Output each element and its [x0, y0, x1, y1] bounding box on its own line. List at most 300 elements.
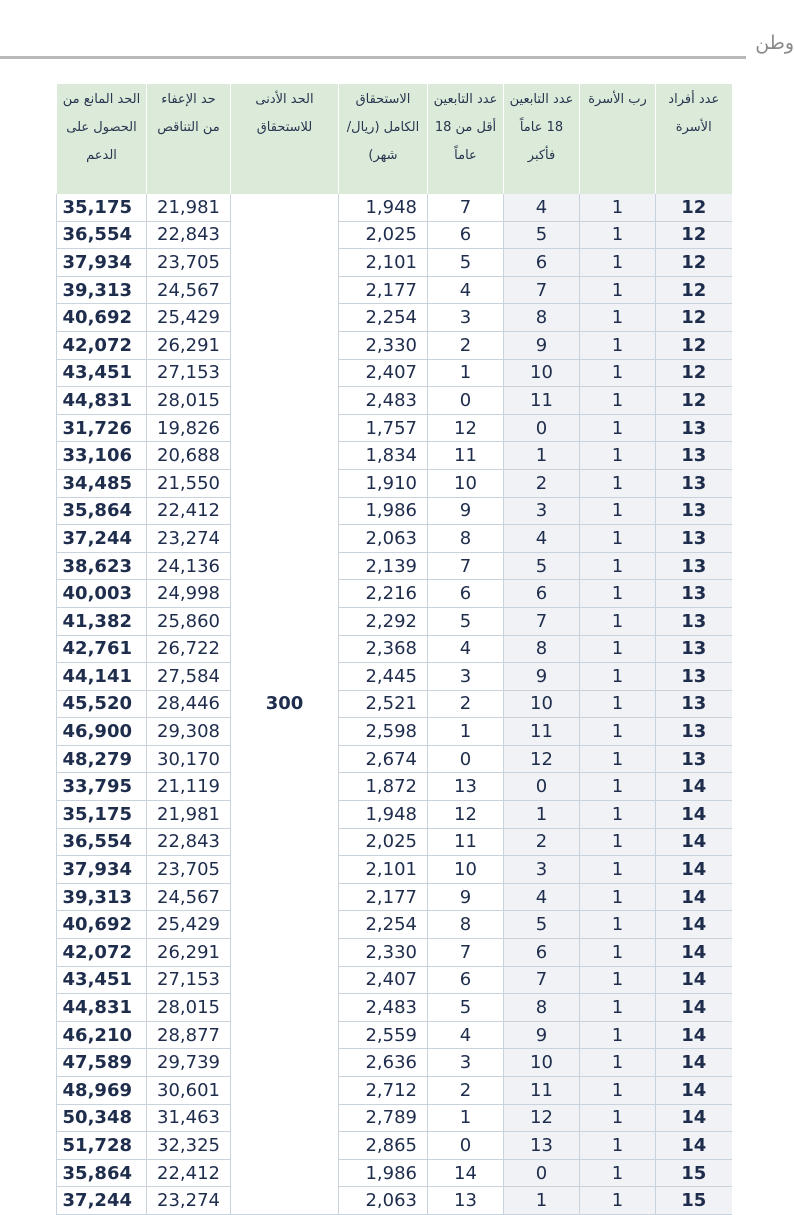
cell-exemption-limit: 22,412 — [147, 497, 231, 525]
table-row — [57, 1049, 732, 1077]
cell-household-head: 1 — [580, 966, 656, 994]
cell-barrier-limit: 36,554 — [57, 221, 147, 249]
cell-barrier-limit: 37,934 — [57, 249, 147, 277]
cell-exemption-limit: 27,153 — [147, 966, 231, 994]
cell-barrier-limit: 44,831 — [57, 994, 147, 1022]
table-row — [57, 359, 732, 387]
table-row — [57, 994, 732, 1022]
table-row — [57, 249, 732, 277]
cell-dependents-18-plus: 1 — [504, 442, 580, 470]
cell-barrier-limit: 42,072 — [57, 939, 147, 967]
cell-dependents-18-plus: 5 — [504, 221, 580, 249]
cell-family-members: 14 — [656, 966, 732, 994]
cell-family-members: 14 — [656, 1104, 732, 1132]
header-barrier-limit: الحد المانع من الحصول على الدعم — [57, 84, 147, 194]
cell-full-entitlement: 2,254 — [339, 911, 428, 939]
cell-exemption-limit: 28,015 — [147, 994, 231, 1022]
cell-full-entitlement: 1,872 — [339, 773, 428, 801]
cell-exemption-limit: 26,291 — [147, 939, 231, 967]
cell-family-members: 13 — [656, 525, 732, 553]
table-row — [57, 1021, 732, 1049]
cell-dependents-under-18: 5 — [428, 607, 504, 635]
cell-family-members: 14 — [656, 911, 732, 939]
cell-exemption-limit: 21,981 — [147, 801, 231, 829]
table-row — [57, 635, 732, 663]
cell-family-members: 13 — [656, 442, 732, 470]
table-row — [57, 690, 732, 718]
cell-exemption-limit: 23,705 — [147, 249, 231, 277]
cell-dependents-18-plus: 7 — [504, 276, 580, 304]
cell-dependents-18-plus: 8 — [504, 994, 580, 1022]
cell-dependents-under-18: 11 — [428, 442, 504, 470]
table-row — [57, 1077, 732, 1105]
cell-dependents-18-plus: 12 — [504, 1104, 580, 1132]
cell-exemption-limit: 25,429 — [147, 304, 231, 332]
cell-exemption-limit: 27,584 — [147, 663, 231, 691]
header-dependents-under-18: عدد التابعين أقل من 18 عاماً — [428, 84, 504, 194]
cell-exemption-limit: 25,429 — [147, 911, 231, 939]
header-full-entitlement: الاستحقاق الكامل (ريال/شهر) — [339, 84, 428, 194]
table-row — [57, 525, 732, 553]
cell-household-head: 1 — [580, 249, 656, 277]
cell-household-head: 1 — [580, 525, 656, 553]
cell-dependents-18-plus: 1 — [504, 1187, 580, 1215]
cell-exemption-limit: 30,170 — [147, 745, 231, 773]
cell-exemption-limit: 24,136 — [147, 552, 231, 580]
cell-full-entitlement: 2,712 — [339, 1077, 428, 1105]
cell-family-members: 14 — [656, 1049, 732, 1077]
cell-full-entitlement: 1,834 — [339, 442, 428, 470]
cell-dependents-under-18: 1 — [428, 718, 504, 746]
cell-dependents-18-plus: 5 — [504, 911, 580, 939]
cell-dependents-under-18: 7 — [428, 552, 504, 580]
cell-barrier-limit: 50,348 — [57, 1104, 147, 1132]
cell-dependents-under-18: 4 — [428, 635, 504, 663]
cell-full-entitlement: 2,636 — [339, 1049, 428, 1077]
table-body — [57, 194, 732, 1214]
header-dependents-18-plus: عدد التابعين 18 عاماً فأكبر — [504, 84, 580, 194]
cell-household-head: 1 — [580, 580, 656, 608]
cell-barrier-limit: 31,726 — [57, 414, 147, 442]
cell-exemption-limit: 23,274 — [147, 525, 231, 553]
cell-barrier-limit: 35,175 — [57, 194, 147, 221]
cell-full-entitlement: 2,674 — [339, 745, 428, 773]
cell-exemption-limit: 29,739 — [147, 1049, 231, 1077]
cell-family-members: 12 — [656, 304, 732, 332]
cell-household-head: 1 — [580, 718, 656, 746]
support-table — [56, 84, 732, 1215]
cell-barrier-limit: 36,554 — [57, 828, 147, 856]
cell-family-members: 15 — [656, 1187, 732, 1215]
cell-full-entitlement: 1,948 — [339, 194, 428, 221]
cell-dependents-18-plus: 0 — [504, 773, 580, 801]
cell-full-entitlement: 2,177 — [339, 276, 428, 304]
cell-exemption-limit: 25,860 — [147, 607, 231, 635]
cell-household-head: 1 — [580, 1021, 656, 1049]
cell-household-head: 1 — [580, 828, 656, 856]
cell-household-head: 1 — [580, 1077, 656, 1105]
table-row — [57, 580, 732, 608]
cell-dependents-18-plus: 6 — [504, 580, 580, 608]
cell-dependents-under-18: 4 — [428, 276, 504, 304]
cell-household-head: 1 — [580, 276, 656, 304]
cell-family-members: 12 — [656, 249, 732, 277]
cell-dependents-under-18: 2 — [428, 1077, 504, 1105]
page-header-word: وطن — [755, 32, 794, 54]
cell-exemption-limit: 21,119 — [147, 773, 231, 801]
cell-barrier-limit: 51,728 — [57, 1132, 147, 1160]
table-row — [57, 773, 732, 801]
cell-family-members: 14 — [656, 994, 732, 1022]
cell-family-members: 14 — [656, 773, 732, 801]
cell-full-entitlement: 1,757 — [339, 414, 428, 442]
header-exemption-limit: حد الإعفاء من التناقص — [147, 84, 231, 194]
cell-family-members: 13 — [656, 552, 732, 580]
cell-barrier-limit: 40,692 — [57, 911, 147, 939]
cell-exemption-limit: 23,705 — [147, 856, 231, 884]
cell-dependents-18-plus: 11 — [504, 718, 580, 746]
table-row — [57, 745, 732, 773]
cell-dependents-18-plus: 12 — [504, 745, 580, 773]
table-row — [57, 1104, 732, 1132]
header-family-members: عدد أفراد الأسرة — [656, 84, 732, 194]
cell-family-members: 12 — [656, 359, 732, 387]
cell-exemption-limit: 28,446 — [147, 690, 231, 718]
cell-dependents-18-plus: 1 — [504, 801, 580, 829]
cell-dependents-under-18: 0 — [428, 1132, 504, 1160]
cell-family-members: 13 — [656, 663, 732, 691]
cell-dependents-under-18: 3 — [428, 304, 504, 332]
cell-full-entitlement: 2,789 — [339, 1104, 428, 1132]
cell-family-members: 14 — [656, 1077, 732, 1105]
cell-family-members: 13 — [656, 635, 732, 663]
cell-dependents-under-18: 9 — [428, 497, 504, 525]
cell-full-entitlement: 2,483 — [339, 994, 428, 1022]
cell-full-entitlement: 2,368 — [339, 635, 428, 663]
cell-dependents-18-plus: 4 — [504, 194, 580, 221]
cell-barrier-limit: 40,003 — [57, 580, 147, 608]
cell-family-members: 13 — [656, 580, 732, 608]
cell-family-members: 15 — [656, 1159, 732, 1187]
cell-household-head: 1 — [580, 221, 656, 249]
cell-dependents-18-plus: 0 — [504, 1159, 580, 1187]
cell-full-entitlement: 2,101 — [339, 856, 428, 884]
table-row — [57, 194, 732, 221]
cell-family-members: 13 — [656, 497, 732, 525]
cell-barrier-limit: 40,692 — [57, 304, 147, 332]
table-row — [57, 856, 732, 884]
cell-dependents-18-plus: 6 — [504, 939, 580, 967]
cell-family-members: 13 — [656, 469, 732, 497]
table-row — [57, 497, 732, 525]
cell-household-head: 1 — [580, 442, 656, 470]
cell-household-head: 1 — [580, 359, 656, 387]
cell-household-head: 1 — [580, 414, 656, 442]
table-row — [57, 552, 732, 580]
cell-exemption-limit: 19,826 — [147, 414, 231, 442]
cell-dependents-18-plus: 10 — [504, 359, 580, 387]
cell-dependents-18-plus: 8 — [504, 304, 580, 332]
cell-barrier-limit: 34,485 — [57, 469, 147, 497]
cell-dependents-under-18: 8 — [428, 525, 504, 553]
table-row — [57, 469, 732, 497]
cell-barrier-limit: 35,175 — [57, 801, 147, 829]
cell-barrier-limit: 39,313 — [57, 276, 147, 304]
cell-household-head: 1 — [580, 773, 656, 801]
cell-household-head: 1 — [580, 497, 656, 525]
cell-dependents-under-18: 5 — [428, 249, 504, 277]
cell-exemption-limit: 24,998 — [147, 580, 231, 608]
cell-family-members: 14 — [656, 883, 732, 911]
cell-full-entitlement: 2,216 — [339, 580, 428, 608]
cell-dependents-under-18: 7 — [428, 939, 504, 967]
cell-dependents-18-plus: 4 — [504, 525, 580, 553]
cell-household-head: 1 — [580, 663, 656, 691]
cell-dependents-under-18: 4 — [428, 1021, 504, 1049]
cell-dependents-18-plus: 7 — [504, 966, 580, 994]
cell-barrier-limit: 39,313 — [57, 883, 147, 911]
cell-exemption-limit: 32,325 — [147, 1132, 231, 1160]
cell-full-entitlement: 2,139 — [339, 552, 428, 580]
cell-dependents-under-18: 2 — [428, 690, 504, 718]
cell-barrier-limit: 35,864 — [57, 497, 147, 525]
table-row — [57, 939, 732, 967]
header-divider — [0, 56, 746, 59]
cell-exemption-limit: 24,567 — [147, 276, 231, 304]
cell-full-entitlement: 2,063 — [339, 525, 428, 553]
cell-full-entitlement: 2,025 — [339, 828, 428, 856]
cell-barrier-limit: 47,589 — [57, 1049, 147, 1077]
cell-dependents-18-plus: 2 — [504, 828, 580, 856]
table-row — [57, 442, 732, 470]
cell-exemption-limit: 28,015 — [147, 387, 231, 415]
cell-family-members: 12 — [656, 194, 732, 221]
cell-barrier-limit: 37,244 — [57, 525, 147, 553]
cell-exemption-limit: 23,274 — [147, 1187, 231, 1215]
cell-dependents-under-18: 6 — [428, 966, 504, 994]
cell-full-entitlement: 2,063 — [339, 1187, 428, 1215]
cell-household-head: 1 — [580, 745, 656, 773]
cell-household-head: 1 — [580, 911, 656, 939]
cell-full-entitlement: 2,598 — [339, 718, 428, 746]
table-row — [57, 276, 732, 304]
cell-barrier-limit: 42,072 — [57, 331, 147, 359]
cell-full-entitlement: 2,254 — [339, 304, 428, 332]
cell-dependents-under-18: 0 — [428, 387, 504, 415]
cell-exemption-limit: 21,550 — [147, 469, 231, 497]
cell-full-entitlement: 1,910 — [339, 469, 428, 497]
table-row — [57, 1159, 732, 1187]
cell-family-members: 13 — [656, 690, 732, 718]
cell-family-members: 12 — [656, 221, 732, 249]
cell-dependents-under-18: 13 — [428, 773, 504, 801]
cell-family-members: 14 — [656, 856, 732, 884]
cell-family-members: 14 — [656, 1132, 732, 1160]
cell-dependents-18-plus: 9 — [504, 663, 580, 691]
cell-family-members: 13 — [656, 745, 732, 773]
cell-barrier-limit: 46,900 — [57, 718, 147, 746]
cell-household-head: 1 — [580, 1187, 656, 1215]
table-row — [57, 883, 732, 911]
cell-full-entitlement: 2,559 — [339, 1021, 428, 1049]
cell-full-entitlement: 1,986 — [339, 1159, 428, 1187]
cell-exemption-limit: 26,722 — [147, 635, 231, 663]
cell-dependents-under-18: 12 — [428, 801, 504, 829]
cell-full-entitlement: 2,521 — [339, 690, 428, 718]
cell-dependents-under-18: 14 — [428, 1159, 504, 1187]
cell-family-members: 13 — [656, 718, 732, 746]
cell-family-members: 12 — [656, 387, 732, 415]
cell-full-entitlement: 2,330 — [339, 331, 428, 359]
cell-full-entitlement: 1,986 — [339, 497, 428, 525]
cell-dependents-under-18: 12 — [428, 414, 504, 442]
cell-barrier-limit: 48,279 — [57, 745, 147, 773]
cell-barrier-limit: 37,244 — [57, 1187, 147, 1215]
cell-dependents-18-plus: 4 — [504, 883, 580, 911]
cell-household-head: 1 — [580, 1049, 656, 1077]
cell-full-entitlement: 2,101 — [339, 249, 428, 277]
cell-dependents-under-18: 2 — [428, 331, 504, 359]
cell-dependents-18-plus: 0 — [504, 414, 580, 442]
cell-barrier-limit: 43,451 — [57, 359, 147, 387]
cell-family-members: 13 — [656, 414, 732, 442]
header-min-entitlement: الحد الأدنى للاستحقاق — [231, 84, 339, 194]
cell-household-head: 1 — [580, 1104, 656, 1132]
table-row — [57, 828, 732, 856]
cell-dependents-18-plus: 6 — [504, 249, 580, 277]
cell-exemption-limit: 22,412 — [147, 1159, 231, 1187]
cell-barrier-limit: 43,451 — [57, 966, 147, 994]
cell-full-entitlement: 1,948 — [339, 801, 428, 829]
cell-household-head: 1 — [580, 635, 656, 663]
table-row — [57, 801, 732, 829]
table-row — [57, 718, 732, 746]
cell-full-entitlement: 2,330 — [339, 939, 428, 967]
table-row — [57, 331, 732, 359]
cell-barrier-limit: 44,831 — [57, 387, 147, 415]
cell-dependents-under-18: 13 — [428, 1187, 504, 1215]
cell-exemption-limit: 27,153 — [147, 359, 231, 387]
cell-household-head: 1 — [580, 856, 656, 884]
cell-barrier-limit: 44,141 — [57, 663, 147, 691]
table-row — [57, 663, 732, 691]
cell-dependents-18-plus: 3 — [504, 497, 580, 525]
cell-exemption-limit: 24,567 — [147, 883, 231, 911]
cell-dependents-18-plus: 2 — [504, 469, 580, 497]
cell-family-members: 14 — [656, 939, 732, 967]
cell-household-head: 1 — [580, 194, 656, 221]
cell-exemption-limit: 28,877 — [147, 1021, 231, 1049]
cell-dependents-under-18: 0 — [428, 745, 504, 773]
cell-household-head: 1 — [580, 552, 656, 580]
cell-dependents-under-18: 3 — [428, 663, 504, 691]
cell-full-entitlement: 2,407 — [339, 359, 428, 387]
cell-household-head: 1 — [580, 939, 656, 967]
cell-dependents-18-plus: 3 — [504, 856, 580, 884]
cell-dependents-18-plus: 11 — [504, 1077, 580, 1105]
cell-min-entitlement: 300 — [231, 194, 339, 1214]
cell-household-head: 1 — [580, 690, 656, 718]
cell-dependents-18-plus: 9 — [504, 1021, 580, 1049]
cell-barrier-limit: 41,382 — [57, 607, 147, 635]
cell-dependents-18-plus: 10 — [504, 1049, 580, 1077]
cell-full-entitlement: 2,865 — [339, 1132, 428, 1160]
cell-barrier-limit: 35,864 — [57, 1159, 147, 1187]
cell-dependents-under-18: 7 — [428, 194, 504, 221]
cell-household-head: 1 — [580, 1159, 656, 1187]
cell-dependents-under-18: 6 — [428, 580, 504, 608]
cell-full-entitlement: 2,025 — [339, 221, 428, 249]
table-row — [57, 911, 732, 939]
table-row — [57, 966, 732, 994]
cell-household-head: 1 — [580, 801, 656, 829]
cell-barrier-limit: 48,969 — [57, 1077, 147, 1105]
cell-exemption-limit: 26,291 — [147, 331, 231, 359]
cell-exemption-limit: 20,688 — [147, 442, 231, 470]
cell-exemption-limit: 29,308 — [147, 718, 231, 746]
cell-exemption-limit: 30,601 — [147, 1077, 231, 1105]
cell-dependents-18-plus: 11 — [504, 387, 580, 415]
table-row — [57, 1132, 732, 1160]
cell-dependents-under-18: 10 — [428, 856, 504, 884]
cell-dependents-18-plus: 7 — [504, 607, 580, 635]
table-row — [57, 221, 732, 249]
cell-household-head: 1 — [580, 469, 656, 497]
cell-exemption-limit: 22,843 — [147, 221, 231, 249]
cell-full-entitlement: 2,292 — [339, 607, 428, 635]
cell-household-head: 1 — [580, 994, 656, 1022]
cell-barrier-limit: 42,761 — [57, 635, 147, 663]
cell-dependents-under-18: 6 — [428, 221, 504, 249]
cell-dependents-18-plus: 10 — [504, 690, 580, 718]
cell-household-head: 1 — [580, 331, 656, 359]
table-row — [57, 607, 732, 635]
cell-exemption-limit: 21,981 — [147, 194, 231, 221]
cell-household-head: 1 — [580, 304, 656, 332]
cell-dependents-under-18: 8 — [428, 911, 504, 939]
cell-barrier-limit: 33,106 — [57, 442, 147, 470]
cell-family-members: 12 — [656, 276, 732, 304]
cell-dependents-under-18: 11 — [428, 828, 504, 856]
cell-household-head: 1 — [580, 1132, 656, 1160]
cell-full-entitlement: 2,407 — [339, 966, 428, 994]
table-row — [57, 1187, 732, 1215]
cell-barrier-limit: 45,520 — [57, 690, 147, 718]
cell-barrier-limit: 37,934 — [57, 856, 147, 884]
cell-barrier-limit: 33,795 — [57, 773, 147, 801]
table-row — [57, 304, 732, 332]
cell-full-entitlement: 2,177 — [339, 883, 428, 911]
cell-family-members: 14 — [656, 828, 732, 856]
cell-full-entitlement: 2,445 — [339, 663, 428, 691]
cell-family-members: 13 — [656, 607, 732, 635]
cell-dependents-18-plus: 9 — [504, 331, 580, 359]
cell-household-head: 1 — [580, 607, 656, 635]
cell-exemption-limit: 22,843 — [147, 828, 231, 856]
cell-household-head: 1 — [580, 387, 656, 415]
cell-household-head: 1 — [580, 883, 656, 911]
cell-dependents-18-plus: 5 — [504, 552, 580, 580]
header-household-head: رب الأسرة — [580, 84, 656, 194]
cell-dependents-under-18: 3 — [428, 1049, 504, 1077]
cell-family-members: 14 — [656, 1021, 732, 1049]
cell-dependents-18-plus: 8 — [504, 635, 580, 663]
cell-barrier-limit: 46,210 — [57, 1021, 147, 1049]
table-row — [57, 414, 732, 442]
cell-family-members: 14 — [656, 801, 732, 829]
cell-dependents-under-18: 5 — [428, 994, 504, 1022]
cell-dependents-under-18: 1 — [428, 359, 504, 387]
